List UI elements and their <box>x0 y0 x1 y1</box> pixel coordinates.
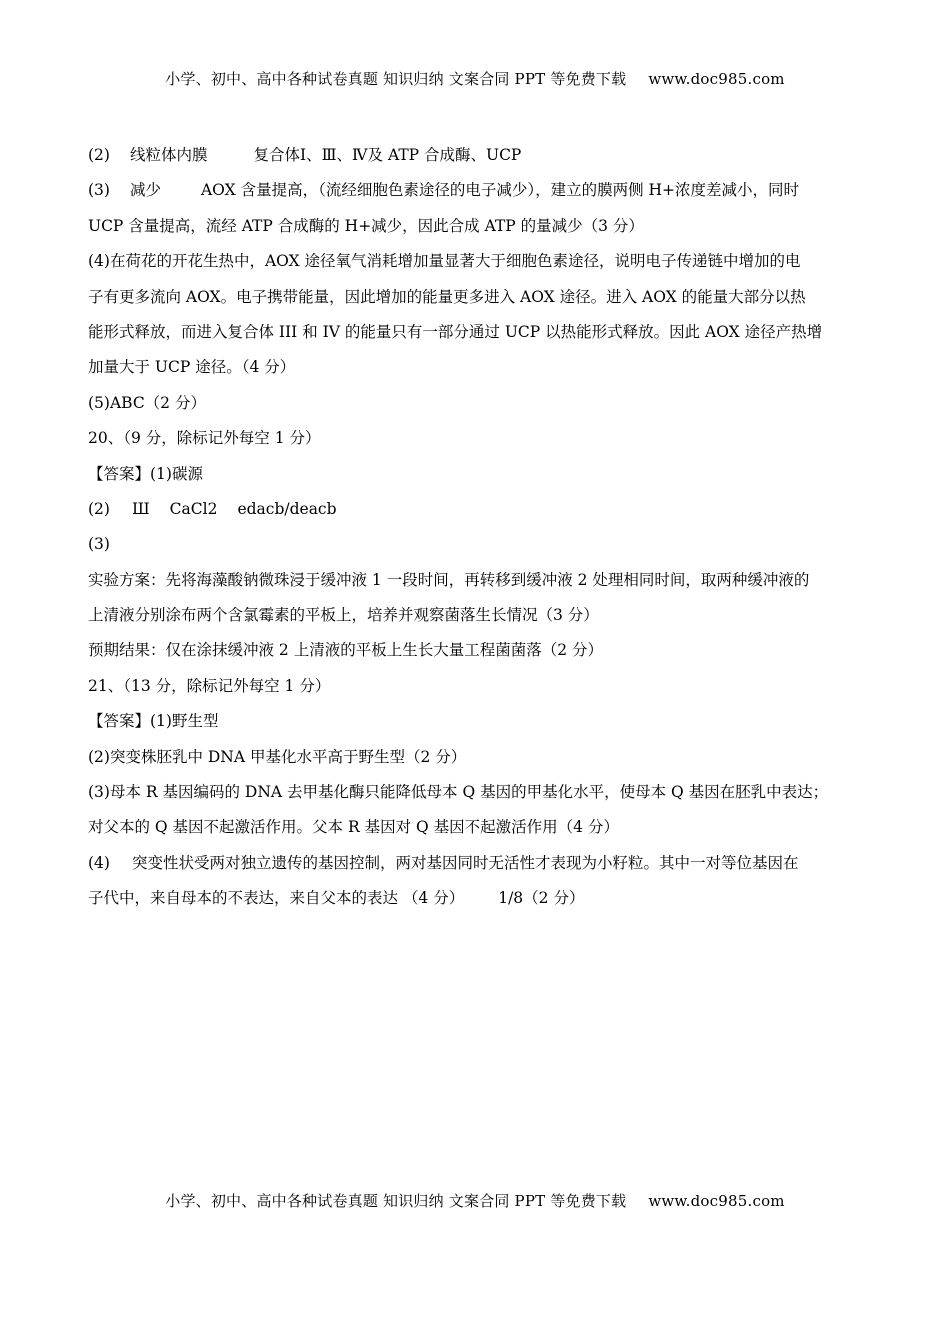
page-footer <box>0 1190 950 1211</box>
q19-part4-line3: 能形式释放，而进入复合体 III 和 IV 的能量只有一部分通过 UCP 以热能形式释放。因此 AOX 途径产热增 <box>88 322 823 341</box>
q19-part4-line2: 子有更多流向 AOX。电子携带能量，因此增加的能量更多进入 AOX 途径。进入 AOX 的能量大部分以热 <box>88 287 806 306</box>
q20-plan-line1: 实验方案：先将海藻酸钠微珠浸于缓冲液 1 一段时间，再转移到缓冲液 2 处理相同时间，取两种缓冲液的 <box>88 570 810 589</box>
q19-part4-line1: (4)在荷花的开花生热中，AOX 途径氧气消耗增加量显著大于细胞色素途径，说明电子传递链中增加的电 <box>88 252 801 271</box>
q20-expected-result: 预期结果：仅在涂抹缓冲液 2 上清液的平板上生长大量工程菌菌落（2 分） <box>88 641 604 660</box>
q21-part4-line2 <box>88 886 864 921</box>
q21-part4-line1 <box>88 851 864 886</box>
q19-part3-cont: UCP 含量提高，流经 ATP 合成酶的 H+减少，因此合成 ATP 的量减少（3 分） <box>88 216 644 235</box>
q20-plan-line2: 上清液分别涂布两个含氯霉素的平板上，培养并观察菌落生长情况（3 分） <box>88 606 599 625</box>
q20-part2 <box>88 497 864 532</box>
header-url: www.doc985.com <box>648 70 785 88</box>
q19-part3-answer-b: AOX 含量提高，（流经细胞色素途径的电子减少），建立的膜两侧 H+浓度差减小，同时 <box>200 181 800 200</box>
q21-part4-answer-b: 1/8（2 分） <box>498 889 585 908</box>
q19-part3 <box>88 178 864 213</box>
q19-part2-answer-b: 复合体Ⅰ、Ⅲ、Ⅳ及 ATP 合成酶、UCP <box>253 146 522 164</box>
q19-part2 <box>88 143 864 178</box>
q21-part4-number: (4) <box>88 853 110 872</box>
answer-content <box>88 143 864 922</box>
q21-title: 21、（13 分，除标记外每空 1 分） <box>88 676 331 695</box>
q20-part2-answer-c: edacb/deacb <box>237 499 337 518</box>
q20-part2-number: (2) <box>88 499 110 518</box>
q20-answer-part1: 【答案】(1)碳源 <box>88 464 203 483</box>
q19-part5: (5)ABC（2 分） <box>88 393 206 412</box>
q20-part2-answer-a: Ш <box>131 499 150 518</box>
q19-part3-number: (3) <box>88 181 110 200</box>
q21-answer-part1: 【答案】(1)野生型 <box>88 712 219 731</box>
q19-part2-number: (2) <box>88 146 110 164</box>
footer-text: 小学、初中、高中各种试卷真题 知识归纳 文案合同 PPT 等免费下载 <box>165 1192 627 1210</box>
q21-part3-line2: 对父本的 Q 基因不起激活作用。父本 R 基因对 Q 基因不起激活作用（4 分） <box>88 818 619 837</box>
q20-part3-number: (3) <box>88 535 110 554</box>
q19-part3-answer-a: 减少 <box>129 181 161 200</box>
q19-part4-line4: 加量大于 UCP 途径。（4 分） <box>88 358 296 377</box>
page-header <box>0 68 950 89</box>
q21-part4-text-cont: 子代中，来自母本的不表达，来自父本的表达 （4 分） <box>88 889 465 908</box>
q19-part2-answer-a: 线粒体内膜 <box>129 146 208 164</box>
q20-part2-answer-b: CaCl2 <box>169 499 218 518</box>
header-text: 小学、初中、高中各种试卷真题 知识归纳 文案合同 PPT 等免费下载 <box>165 70 627 88</box>
footer-url: www.doc985.com <box>648 1192 785 1210</box>
q21-part4-text: 突变性状受两对独立遗传的基因控制，两对基因同时无活性才表现为小籽粒。其中一对等位基因在 <box>131 853 799 872</box>
q21-part3-line1: (3)母本 R 基因编码的 DNA 去甲基化酶只能降低母本 Q 基因的甲基化水平，使母本 Q 基因在胚乳中表达； <box>88 783 829 802</box>
q21-part2: (2)突变株胚乳中 DNA 甲基化水平高于野生型（2 分） <box>88 747 467 766</box>
q20-title: 20、（9 分，除标记外每空 1 分） <box>88 429 321 448</box>
